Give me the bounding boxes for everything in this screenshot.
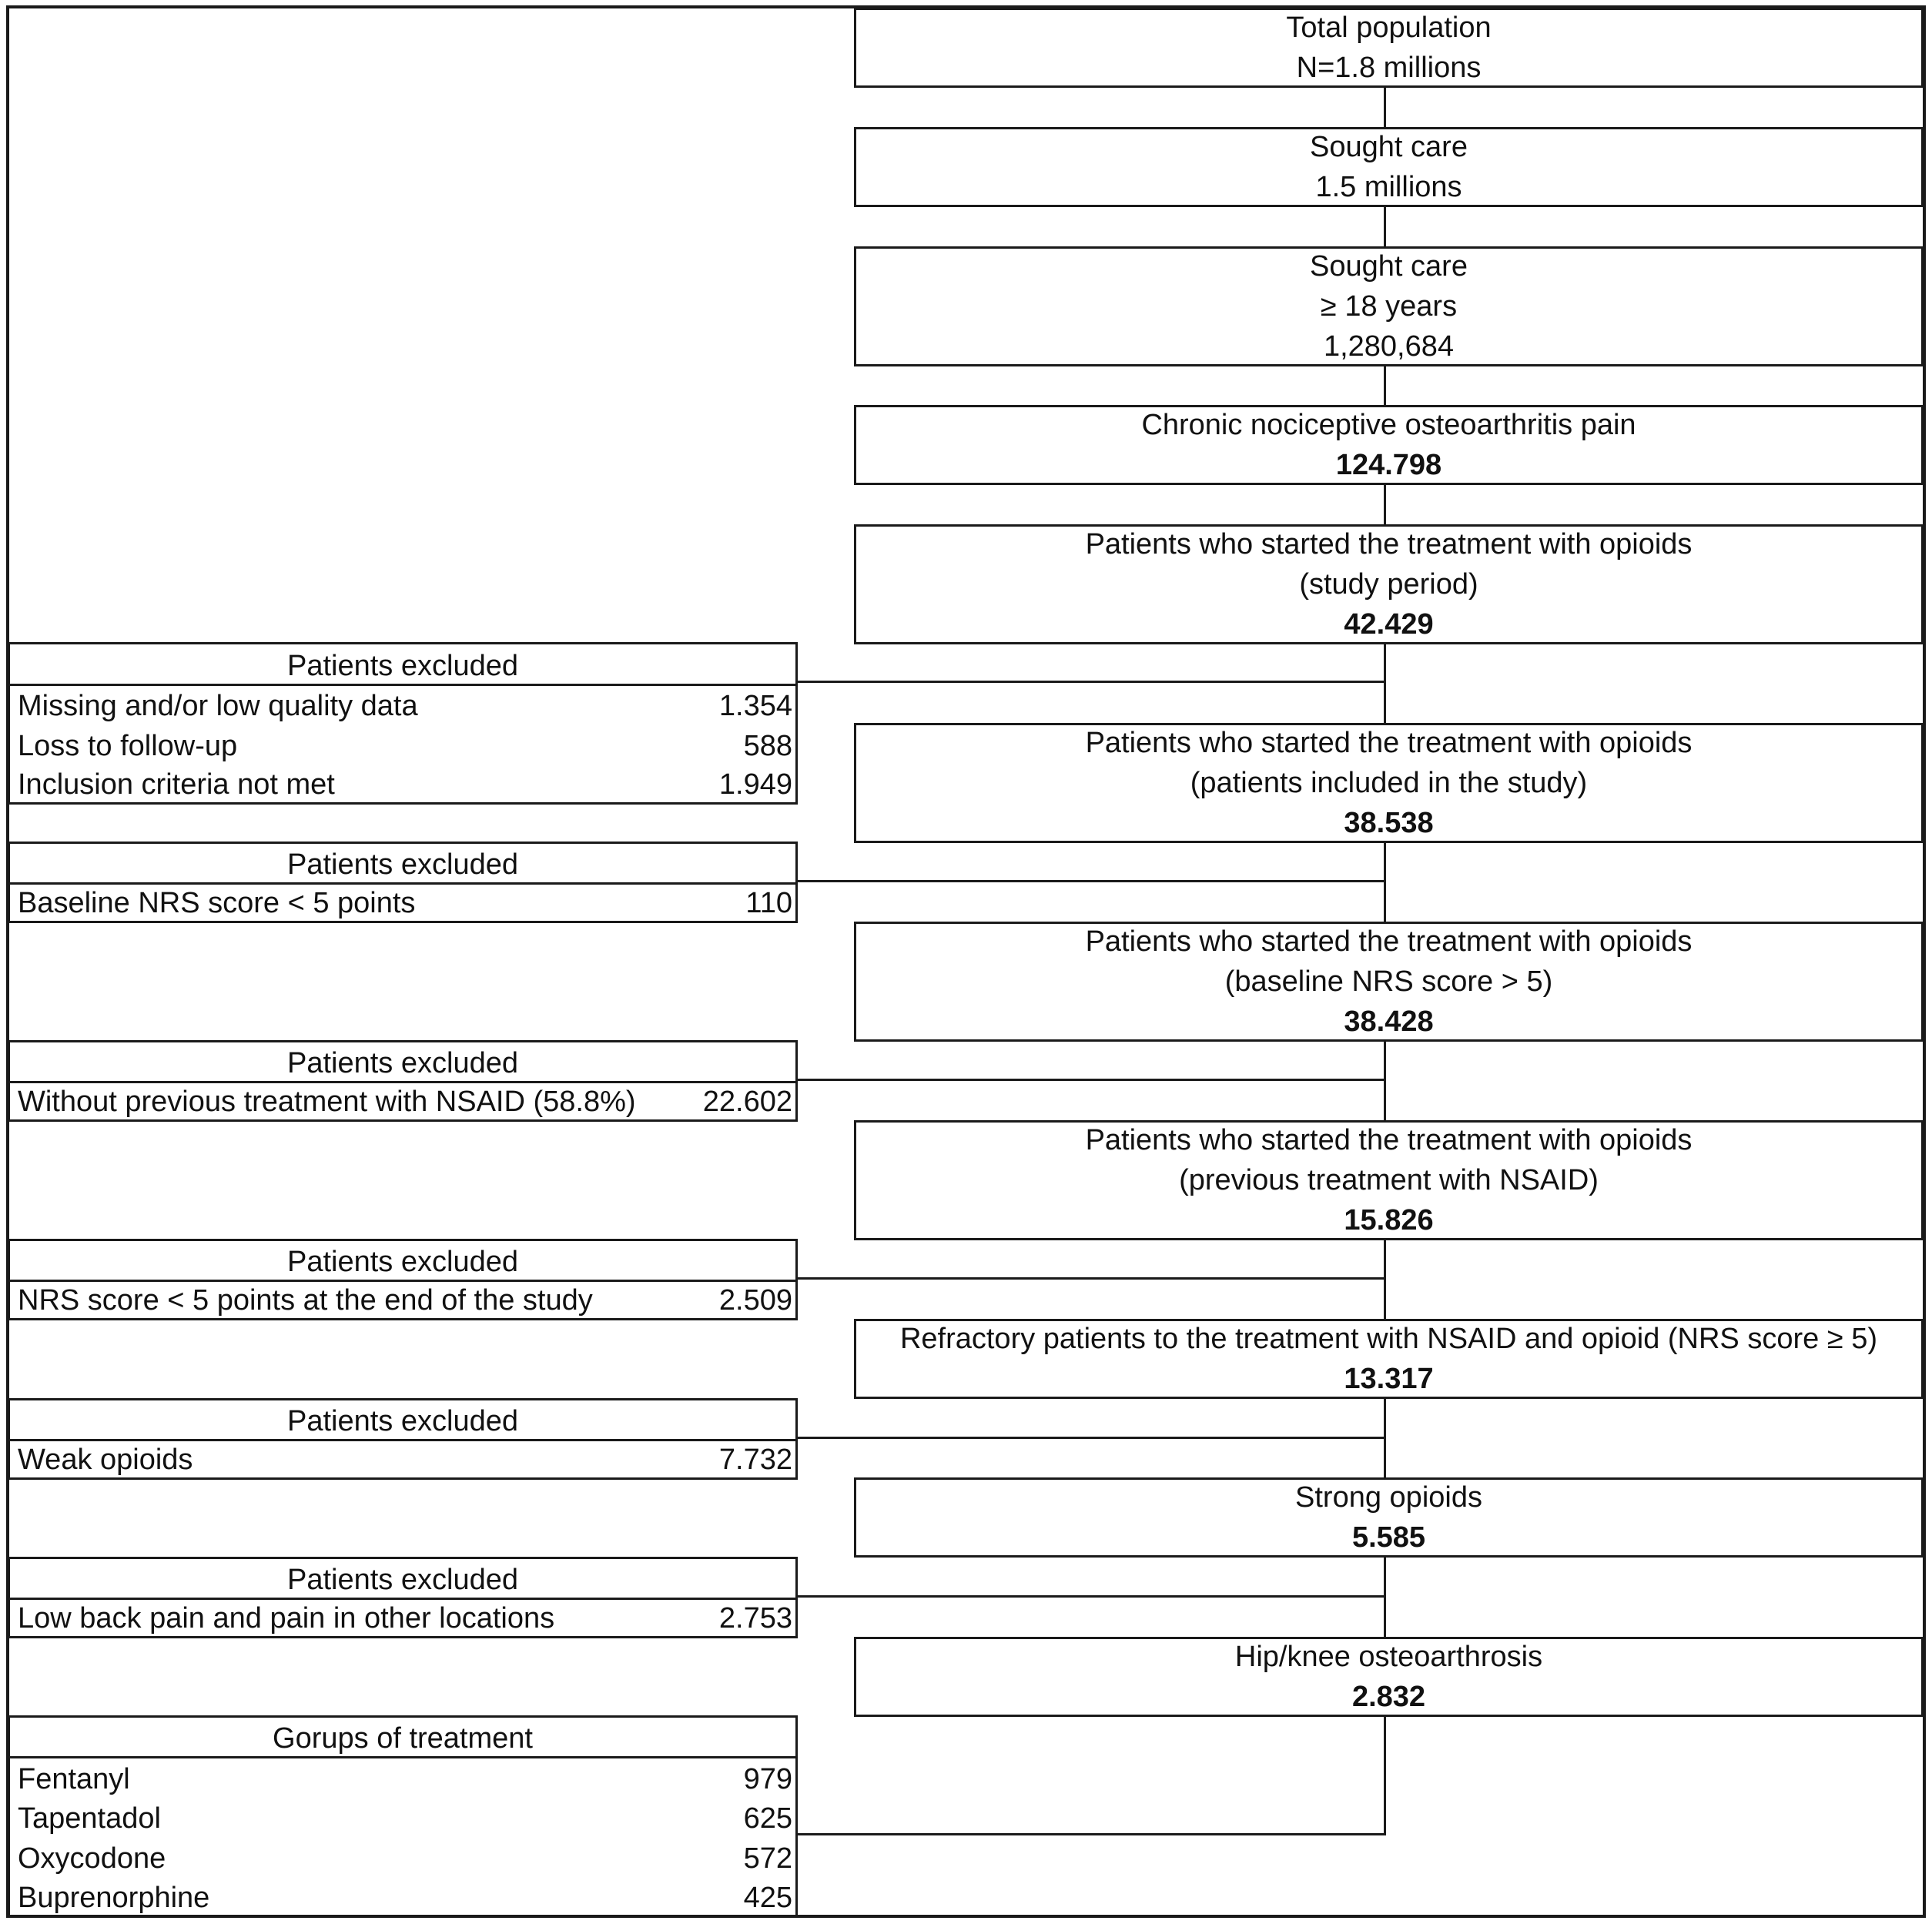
exclusion-connector-4	[795, 1277, 1386, 1280]
exclusion-label: Without previous treatment with NSAID (58.8%)	[18, 1086, 636, 1118]
flow-box-included	[854, 723, 1924, 843]
groups-connector	[795, 1833, 1386, 1835]
exclusion-box-2	[8, 842, 798, 923]
exclusion-row	[10, 883, 795, 923]
exclusion-row	[10, 765, 795, 805]
flow-text: Strong opioids	[1295, 1481, 1482, 1514]
flow-box-sought-care-adults	[854, 246, 1924, 366]
exclusion-title: Patients excluded	[287, 650, 518, 682]
exclusion-label: Missing and/or low quality data	[18, 690, 418, 722]
group-label: Buprenorphine	[18, 1882, 210, 1914]
exclusion-label: Inclusion criteria not met	[18, 768, 335, 801]
group-row	[10, 1878, 795, 1918]
flow-count: 13.317	[1344, 1363, 1434, 1395]
flow-count: 5.585	[1351, 1521, 1426, 1554]
exclusion-row	[10, 1598, 795, 1638]
treatment-groups-box	[8, 1715, 798, 1917]
flow-count: 2.832	[1351, 1681, 1426, 1713]
flow-text: (study period)	[1299, 568, 1478, 601]
flow-text: N=1.8 millions	[1296, 52, 1482, 84]
group-value: 572	[743, 1842, 792, 1875]
flow-text: Patients who started the treatment with opioids	[1085, 925, 1693, 958]
flow-box-total-population	[854, 8, 1924, 88]
exclusion-label: Loss to follow-up	[18, 730, 238, 762]
exclusion-row	[10, 686, 795, 726]
exclusion-connector-2	[795, 880, 1386, 882]
exclusion-connector-1	[795, 681, 1386, 683]
exclusion-value: 1.354	[718, 690, 792, 722]
exclusion-connector-5	[795, 1437, 1386, 1439]
exclusion-row	[10, 1440, 795, 1480]
exclusion-label: Weak opioids	[18, 1444, 193, 1476]
exclusion-label: Baseline NRS score < 5 points	[18, 887, 416, 919]
flow-text: (baseline NRS score > 5)	[1224, 965, 1553, 998]
flow-text: ≥ 18 years	[1320, 290, 1458, 323]
flow-text: Total population	[1286, 12, 1492, 44]
flow-box-previous-nsaid	[854, 1120, 1924, 1240]
group-label: Oxycodone	[18, 1842, 166, 1875]
flow-text: Sought care	[1310, 250, 1468, 283]
exclusion-row	[10, 1280, 795, 1320]
flow-text: Patients who started the treatment with opioids	[1085, 727, 1693, 759]
group-label: Tapentadol	[18, 1802, 161, 1835]
flow-box-strong-opioids	[854, 1477, 1924, 1558]
group-row	[10, 1799, 795, 1839]
exclusion-connector-6	[795, 1595, 1386, 1598]
exclusion-row	[10, 726, 795, 766]
divider	[10, 1756, 795, 1758]
flow-count: 38.538	[1344, 807, 1434, 839]
exclusion-connector-3	[795, 1079, 1386, 1081]
flow-text: (previous treatment with NSAID)	[1179, 1164, 1599, 1196]
exclusion-title: Patients excluded	[287, 1564, 518, 1596]
exclusion-label: NRS score < 5 points at the end of the study	[18, 1284, 593, 1317]
exclusion-title: Patients excluded	[287, 1405, 518, 1437]
group-value: 979	[743, 1763, 792, 1795]
flow-box-sought-care	[854, 127, 1924, 207]
flow-text: Chronic nociceptive osteoarthritis pain	[1141, 409, 1636, 441]
group-label: Fentanyl	[18, 1763, 130, 1795]
flow-count: 15.826	[1344, 1204, 1434, 1236]
exclusion-row	[10, 1082, 795, 1122]
flow-text: Patients who started the treatment with opioids	[1085, 1124, 1693, 1156]
flow-box-refractory	[854, 1319, 1924, 1399]
flow-text: Hip/knee osteoarthrosis	[1234, 1641, 1543, 1673]
exclusion-value: 588	[743, 730, 792, 762]
exclusion-value: 2.753	[718, 1602, 792, 1635]
exclusion-value: 110	[745, 887, 792, 919]
exclusion-value: 7.732	[718, 1444, 792, 1476]
flow-text: Refractory patients to the treatment with NSAID and opioid (NRS score ≥ 5)	[899, 1323, 1878, 1355]
exclusion-box-5	[8, 1398, 798, 1480]
exclusion-box-6	[8, 1557, 798, 1638]
flow-text: 1,280,684	[1323, 330, 1455, 363]
flow-box-baseline-nrs	[854, 922, 1924, 1042]
flow-box-hip-knee	[854, 1637, 1924, 1717]
flow-text: 1.5 millions	[1315, 171, 1462, 203]
flow-text: Patients who started the treatment with opioids	[1085, 528, 1693, 560]
flow-text: (patients included in the study)	[1190, 767, 1588, 799]
group-row	[10, 1839, 795, 1879]
exclusion-box-3	[8, 1040, 798, 1122]
exclusion-box-4	[8, 1239, 798, 1320]
exclusion-box-1	[8, 642, 798, 805]
exclusion-value: 22.602	[702, 1086, 792, 1118]
exclusion-title: Patients excluded	[287, 1246, 518, 1278]
exclusion-title: Patients excluded	[287, 848, 518, 881]
exclusion-value: 1.949	[718, 768, 792, 801]
exclusion-value: 2.509	[718, 1284, 792, 1317]
flow-box-study-period	[854, 524, 1924, 644]
exclusion-title: Patients excluded	[287, 1047, 518, 1079]
group-value: 425	[743, 1882, 792, 1914]
flow-count: 42.429	[1344, 608, 1434, 641]
group-value: 625	[743, 1802, 792, 1835]
group-row	[10, 1759, 795, 1799]
groups-title: Gorups of treatment	[273, 1722, 533, 1755]
flow-text: Sought care	[1310, 131, 1468, 163]
exclusion-label: Low back pain and pain in other locations	[18, 1602, 555, 1635]
flow-count: 124.798	[1335, 449, 1442, 481]
flow-count: 38.428	[1344, 1005, 1434, 1038]
flow-box-chronic-pain	[854, 405, 1924, 485]
